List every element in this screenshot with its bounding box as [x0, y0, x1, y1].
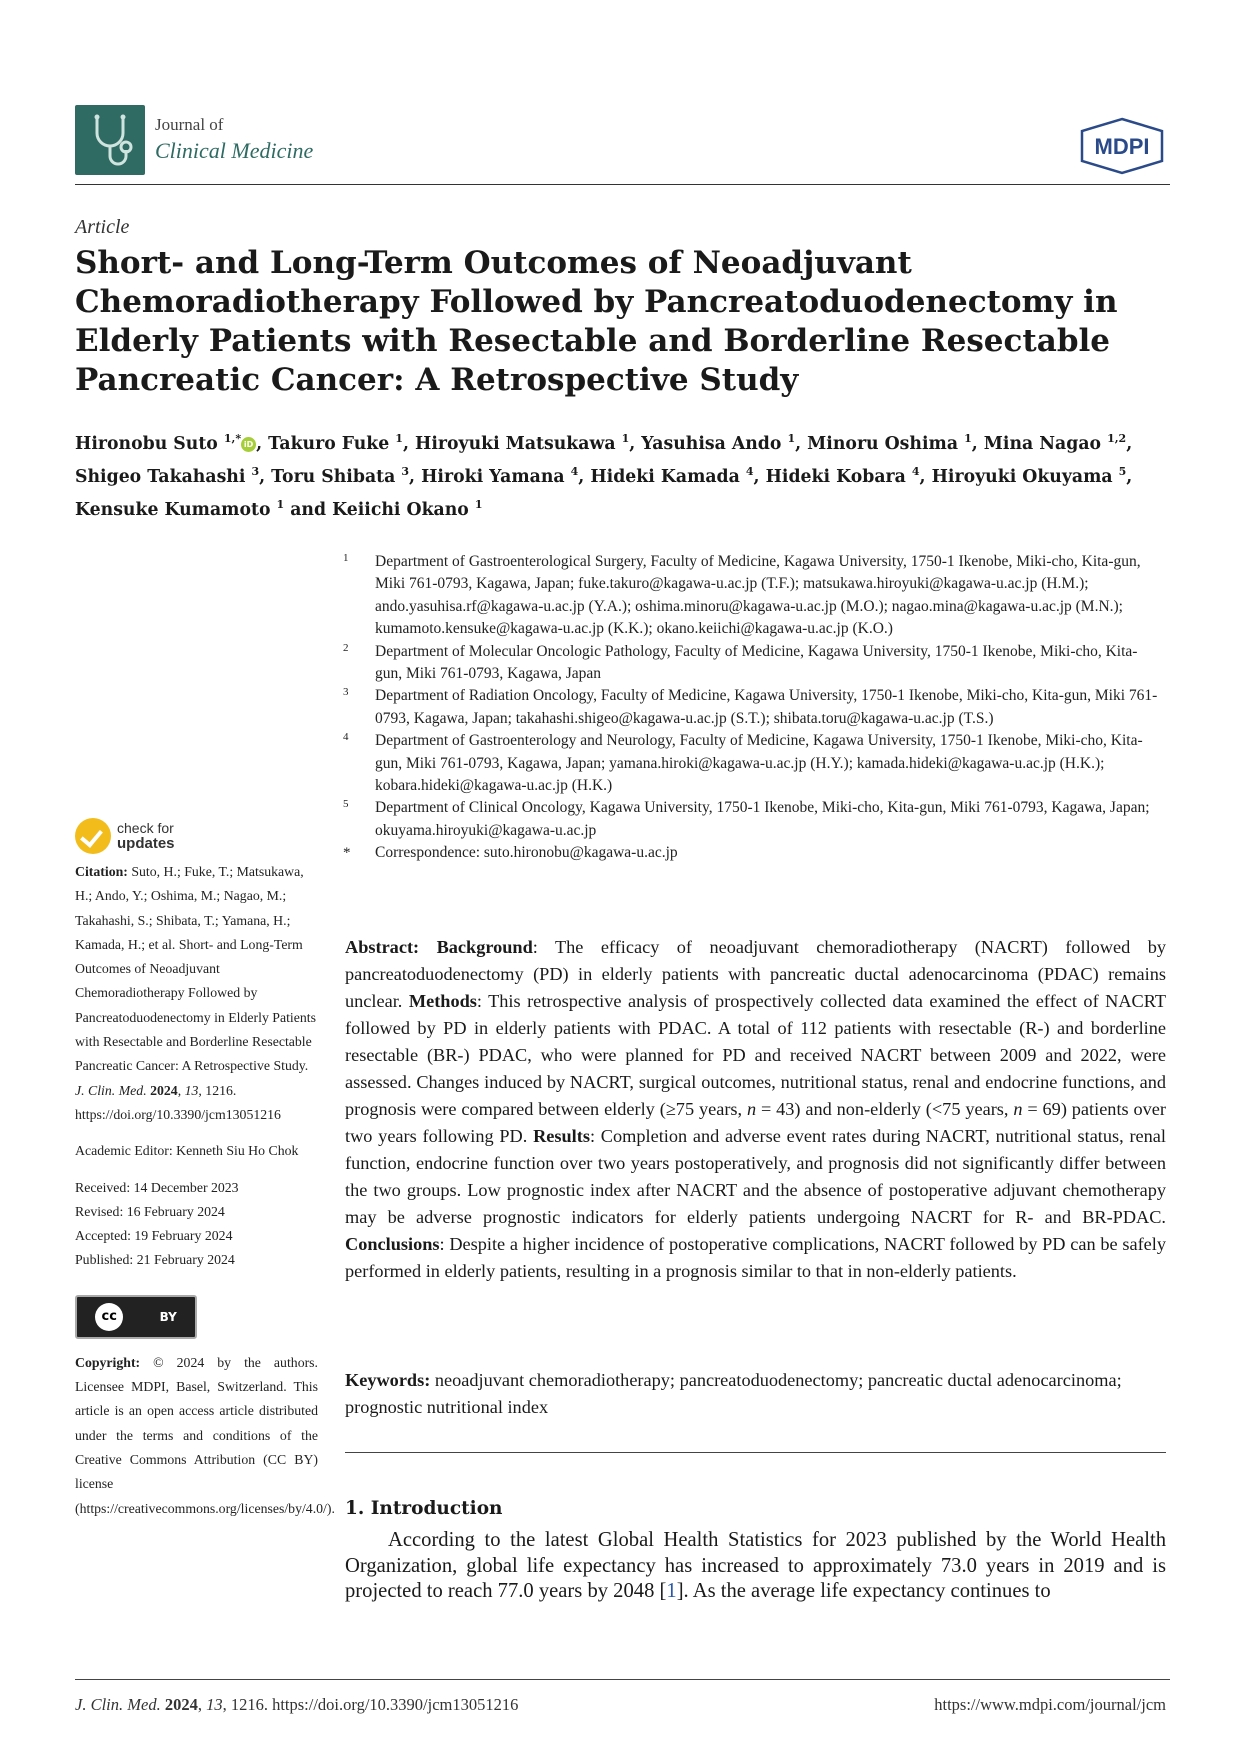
methods-text: = 69) patients over two years following PD. [345, 1099, 1166, 1146]
conclusions-text: : Despite a higher incidence of postoperative complications, NACRT followed by PD can be safely performed in elderly patients, resulting in a prognosis similar to that in non-elderly patients. [345, 1234, 1166, 1281]
results-text: : Completion and adverse event rates during NACRT, nutritional status, renal function, endocrine function over two years postoperatively, and prognosis did not significantly differ between the two groups. Low prognostic index after NACRT and the absence of postoperative adjuvant chemotherapy may be adverse prognostic indicators for elderly patients undergoing NACRT for R- and BR-PDAC. [345, 1126, 1167, 1227]
correspondence [343, 842, 1163, 864]
author-name[interactable]: Hiroki Yamana [421, 466, 565, 487]
affiliation-number: 5 [343, 798, 349, 811]
affiliation-number: 3 [343, 686, 349, 699]
author-affiliation: 1,* [223, 432, 242, 445]
correspondence-marker: * [343, 845, 351, 862]
check-label: check for [117, 820, 174, 836]
mdpi-logo-text: MDPI [1094, 134, 1150, 159]
author-affiliation: 5 [1118, 464, 1127, 478]
author-name[interactable]: Kensuke Kumamoto [75, 499, 271, 520]
results-label: Results [533, 1126, 590, 1146]
affiliation-item [343, 730, 1163, 797]
author-name[interactable]: Toru Shibata [271, 466, 396, 487]
check-for-updates-button[interactable] [75, 818, 318, 854]
citation-journal: J. Clin. Med. [75, 1082, 147, 1098]
orcid-icon[interactable]: iD [241, 437, 256, 452]
author-name[interactable]: Mina Nagao [983, 433, 1102, 454]
background-label: Background [436, 937, 533, 957]
author-affiliation: 4 [911, 464, 920, 478]
author-affiliation: 1 [964, 432, 972, 445]
section-heading: 1. Introduction [345, 1498, 503, 1519]
author-name[interactable]: Hiroyuki Okuyama [931, 466, 1113, 487]
affiliation-text: Department of Gastroenterological Surgery, Faculty of Medicine, Kagawa University, 1750-1 Ikenobe, Miki-cho, Kita-gun, Miki 761-0793, Kagawa, Japan; fuke.takuro@kagawa-u.ac.jp (T.F.); matsukawa.hiroyuki@kagawa-u.ac.jp (H.M.); ando.yasuhisa.rf@kagawa-u.ac.jp (Y.A.); oshima.minoru@kagawa-u.ac.jp (M.O.); nagao.mina@kagawa-u.ac.jp (M.N.); kumamoto.kensuke@kagawa-u.ac.jp (K.K.); okano.keiichi@kagawa-u.ac.jp (K.O.) [375, 553, 1141, 638]
affiliation-item [343, 641, 1163, 686]
revised-date: Revised: 16 February 2024 [75, 1203, 225, 1219]
affiliation-text: Department of Molecular Oncologic Pathology, Faculty of Medicine, Kagawa University, 1750-1 Ikenobe, Miki-cho, Kita-gun, Miki 761-0793, Kagawa, Japan [375, 642, 1138, 683]
citation-label: Citation: [75, 864, 128, 879]
author-affiliation: 1 [395, 432, 403, 445]
academic-editor: Academic Editor: Kenneth Siu Ho Chok [75, 1143, 299, 1159]
section-divider [345, 1452, 1166, 1453]
cc-by-license-badge[interactable] [75, 1295, 197, 1339]
author-affiliation: 1 [787, 432, 796, 445]
intro-text: According to the latest Global Health Statistics for 2023 published by the World Health Organization, global life expectancy has increased to approximately 73.0 years in 2019 and is projected to reach 77.0 years by 2048 [ [345, 1529, 1166, 1602]
n-symbol: n [1013, 1099, 1023, 1119]
keywords-text: neoadjuvant chemoradiotherapy; pancreatoduodenectomy; pancreatic ductal adenocarcinoma; prognostic nutritional index [345, 1370, 1122, 1417]
methods-text: = 43) and non-elderly (<75 years, [756, 1099, 1014, 1119]
abstract [345, 934, 1166, 1285]
updates-label: updates [117, 835, 175, 852]
citation-volume: 13 [184, 1082, 199, 1098]
citation: Citation: Suto, H.; Fuke, T.; Matsukawa, H.; Ando, Y.; Oshima, M.; Nagao, M.; Takahashi, S.; Shibata, T.; Yamana, H.; Kamada, H.; et al. Short- and Long-Term Outcomes of Neoadjuvant Chemoradiotherapy Followed by Pancreatoduodenectomy in Elderly Patients with Resectable and Borderline Resectable Pancreatic Cancer: A Retrospective Study. J. Clin. Med. 2024, 13, 1216. https://doi.org/10.3390/jcm13051216 [75, 864, 316, 1122]
by-label: BY [159, 1309, 177, 1324]
published-date: Published: 21 February 2024 [75, 1252, 235, 1268]
affiliation-text: Department of Clinical Oncology, Kagawa University, 1750-1 Ikenobe, Miki-cho, Kita-gun, Miki 761-0793, Kagawa, Japan; okuyama.hiroyuki@kagawa-u.ac.jp [375, 799, 1150, 839]
affiliation-item [343, 551, 1163, 641]
sidebar [75, 818, 335, 1521]
journal-prefix: Journal of [155, 115, 224, 134]
methods-label: Methods [408, 991, 477, 1011]
author-name[interactable]: Keiichi Okano [332, 499, 469, 520]
author-affiliation: 1 [621, 432, 630, 445]
copyright-label: Copyright: [75, 1354, 141, 1370]
affiliation-number: 4 [343, 731, 349, 744]
background-text: : The efficacy of neoadjuvant chemoradiotherapy (NACRT) followed by pancreatoduodenectomy (PD) in elderly patients with pancreatic ductal adenocarcinoma (PDAC) remains unclear. [345, 937, 1166, 1011]
methods-text: : This retrospective analysis of prospectively collected data examined the effect of NACRT followed by PD in elderly patients with PDAC. A total of 112 patients with resectable (R-) and borderline resectable (BR-) PDAC, who were planned for PD and received NACRT between 2009 and 2022, were assessed. Changes induced by NACRT, surgical outcomes, nutritional status, renal and endocrine functions, and prognosis were compared between elderly (≥75 years, [345, 991, 1166, 1119]
footer-year: 2024 [164, 1695, 198, 1714]
author-name[interactable]: Hiroyuki Matsukawa [415, 433, 616, 454]
author-affiliation: 4 [570, 464, 579, 478]
conclusions-label: Conclusions [345, 1234, 440, 1254]
copyright [75, 1351, 335, 1521]
affiliations [343, 551, 1163, 865]
footer-divider [75, 1679, 1170, 1680]
affiliation-number: 2 [343, 641, 349, 654]
footer-journal-url[interactable]: https://www.mdpi.com/journal/jcm [934, 1695, 1166, 1714]
n-symbol: n [746, 1099, 757, 1119]
stethoscope-icon [75, 105, 145, 175]
author-name[interactable]: Hideki Kobara [765, 466, 906, 487]
affiliation-text: Department of Radiation Oncology, Faculty of Medicine, Kagawa University, 1750-1 Ikenobe, Miki-cho, Kita-gun, Miki 761-0793, Kagawa, Japan; takahashi.shigeo@kagawa-u.ac.jp (S.T.); shibata.toru@kagawa-u.ac.jp (T.S.) [375, 687, 1158, 727]
citation-text: Suto, H.; Fuke, T.; Matsukawa, H.; Ando, Y.; Oshima, M.; Nagao, M.; Takahashi, S.; Shibata, T.; Yamana, H.; Kamada, H.; et al. Short- and Long-Term Outcomes of Neoadjuvant Chemoradiotherapy Followed by Pancreatoduodenectomy in Elderly Patients with Resectable and Borderline Resectable Pancreatic Cancer: A Retrospective Study. [75, 864, 316, 1074]
affiliation-item [343, 797, 1163, 842]
keywords [345, 1367, 1166, 1421]
author-affiliation: 3 [251, 464, 260, 478]
article-type: Article [75, 216, 130, 238]
footer-citation: J. Clin. Med. 2024, 13, 1216. https://doi.org/10.3390/jcm13051216 [75, 1695, 519, 1714]
author-name[interactable]: Yasuhisa Ando [641, 433, 782, 454]
checkmark-icon [75, 818, 111, 854]
mdpi-logo [1074, 116, 1170, 176]
cc-icon: cc [95, 1303, 123, 1331]
citation-doi[interactable]: , 1216. https://doi.org/10.3390/jcm13051216 [75, 1082, 281, 1122]
author-affiliation: 4 [745, 464, 754, 478]
correspondence-text: Correspondence: suto.hironobu@kagawa-u.ac.jp [375, 844, 678, 862]
citation-year: 2024 [150, 1082, 178, 1098]
author-name[interactable]: Takuro Fuke [268, 433, 390, 454]
footer-doi[interactable]: , 1216. https://doi.org/10.3390/jcm13051216 [222, 1695, 519, 1714]
footer-journal: J. Clin. Med. [75, 1695, 161, 1714]
author-name[interactable]: Minoru Oshima [807, 433, 959, 454]
affiliation-number: 1 [343, 552, 349, 564]
accepted-date: Accepted: 19 February 2024 [75, 1228, 233, 1244]
author-list: Hironobu Suto $^{1,*}$ iD , Takuro Fuke $^1$, Hiroyuki Matsukawa $^1$, Yasuhisa Ando $^1$, Minoru Oshima $^1$, Mina Nagao $^{1,2}$, Shigeo Takahashi $^3$, Toru Shibata $^3$, Hiroki Yamana $^4$, Hideki Kamada $^4$, Hideki Kobara $^4$, Hiroyuki Okuyama $^5$, Kensuke Kumamoto $^1$ and Keiichi Okano $^1$ [75, 432, 1133, 520]
affiliation-item [343, 685, 1163, 730]
author-name[interactable]: Hironobu Suto [75, 433, 218, 454]
article-title: Short- and Long-Term Outcomes of Neoadjuvant Chemoradiotherapy Followed by Pancreatoduodenectomy in Elderly Patients with Resectable and Borderline Resectable Pancreatic Cancer: A Retrospective Study [75, 245, 1118, 398]
author-affiliation: 3 [401, 464, 410, 478]
journal-name: Clinical Medicine [155, 138, 314, 163]
author-name[interactable]: Hideki Kamada [590, 466, 740, 487]
intro-paragraph [345, 1528, 1166, 1605]
journal-logo [75, 105, 145, 175]
affiliation-text: Department of Gastroenterology and Neurology, Faculty of Medicine, Kagawa University, 1750-1 Ikenobe, Miki-cho, Kita-gun, Miki 761-0793, Kagawa, Japan; yamana.hiroki@kagawa-u.ac.jp (H.Y.); kamada.hideki@kagawa-u.ac.jp (H.K.); kobara.hideki@kagawa-u.ac.jp (H.K.) [375, 732, 1143, 795]
header-divider [75, 184, 1170, 185]
abstract-label: Abstract: [345, 937, 420, 957]
reference-link[interactable]: 1 [666, 1580, 677, 1602]
footer-volume: 13 [206, 1695, 223, 1714]
copyright-text: © 2024 by the authors. Licensee MDPI, Basel, Switzerland. This article is an open access article distributed under the terms and conditions of the Creative Commons Attribution (CC BY) license (https://creativecommons.org/licenses/by/4.0/). [75, 1354, 335, 1516]
author-affiliation: 1,2 [1107, 432, 1127, 445]
keywords-label: Keywords: [345, 1370, 431, 1390]
received-date: Received: 14 December 2023 [75, 1179, 239, 1195]
author-affiliation: 1 [474, 497, 483, 511]
author-affiliation: 1 [276, 497, 285, 511]
intro-text: ]. As the average life expectancy continues to [676, 1580, 1051, 1602]
author-name[interactable]: Shigeo Takahashi [75, 466, 246, 487]
dates [75, 1176, 318, 1273]
